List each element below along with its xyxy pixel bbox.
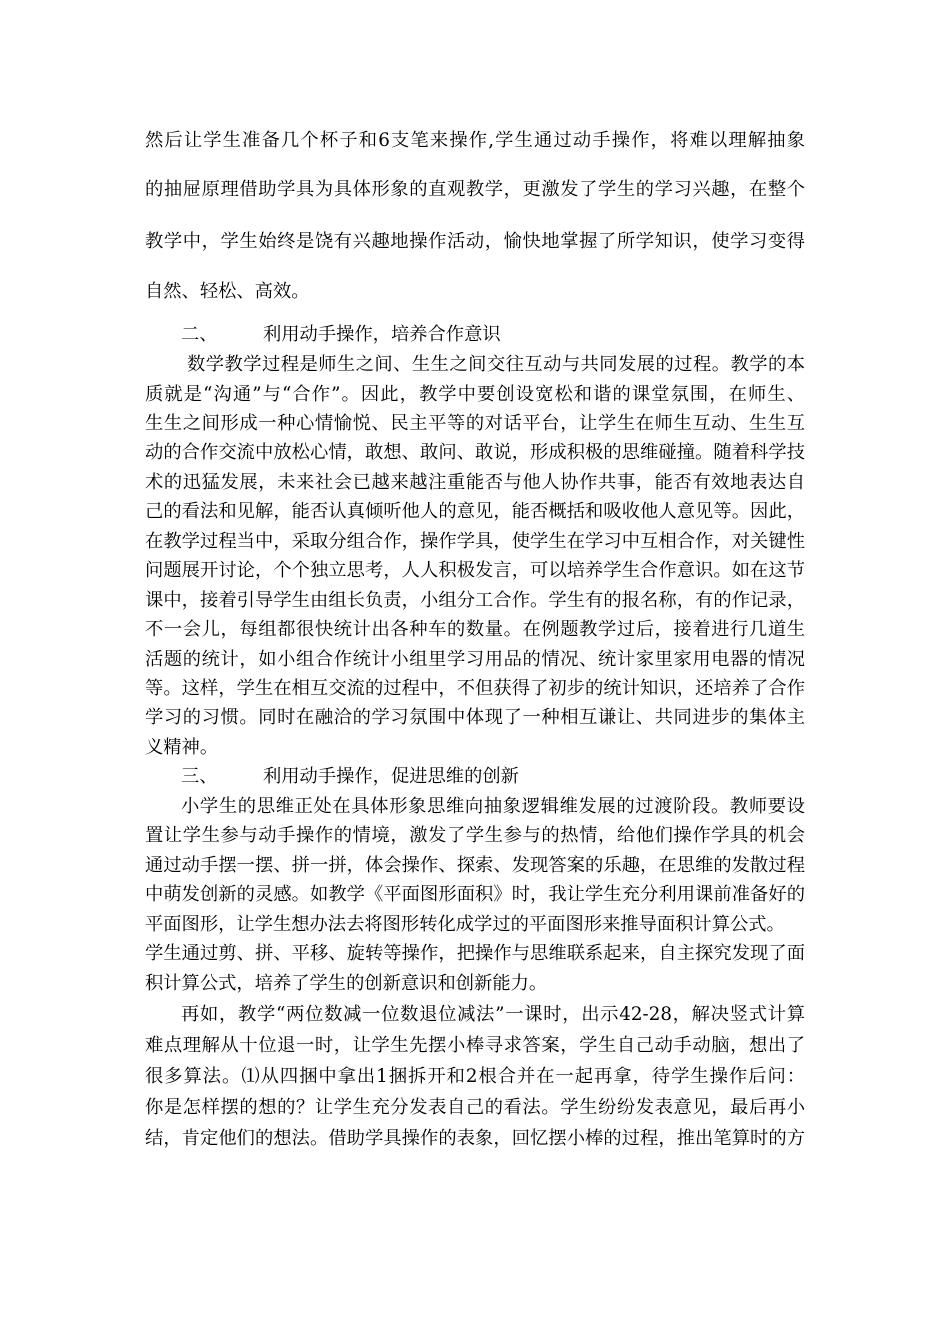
text-line: 结，肯定他们的想法。借助学具操作的表象，回忆摆小棒的过程，推出笔算时的方 [145, 1128, 805, 1149]
text-line: 在教学过程当中，采取分组合作，操作学具，使学生在学习中互相合作，对关键性 [145, 531, 805, 552]
text-line: 生生之间形成一种心情愉悦、民主平等的对话平台，让学生在师生互动、生生互 [145, 413, 805, 434]
section-heading-3 [181, 762, 801, 788]
text-line: 学习的习惯。同时在融洽的学习氛围中体现了一种相互谦让、共同进步的集体主 [145, 707, 805, 728]
text-line: 小学生的思维正处在具体形象思维向抽象逻辑维发展的过渡阶段。教师要设 [181, 796, 805, 817]
text-line: 义精神。 [145, 737, 219, 758]
text-line: 中萌发创新的灵感。如教学《平面图形面积》时，我让学生充分利用课前准备好的 [145, 884, 805, 905]
text-line: 问题展开讨论，个个独立思考，人人积极发言，可以培养学生合作意识。如在这节 [145, 560, 805, 581]
text-line: 等。这样，学生在相互交流的过程中，不但获得了初步的统计知识，还培养了合作 [145, 678, 805, 699]
text-line: 课中，接着引导学生由组长负责，小组分工合作。学生有的报名称，有的作记录， [145, 590, 805, 611]
text-line: 教学中，学生始终是饶有兴趣地操作活动，愉快地掌握了所学知识，使学习变得 [145, 231, 805, 252]
text-line: 数学教学过程是师生之间、生生之间交往互动与共同发展的过程。教学的本 [187, 354, 805, 375]
text-line: 的抽屉原理借助学具为具体形象的直观教学，更激发了学生的学习兴趣，在整个 [145, 179, 805, 200]
text-line: 质就是“沟通”与“合作”。因此，教学中要创设宽松和谐的课堂氛围，在师生、 [145, 384, 805, 405]
text-line: 己的看法和见解，能否认真倾听他人的意见，能否概括和吸收他人意见等。因此， [145, 501, 805, 522]
section-title: 利用动手操作，促进思维的创新 [263, 766, 519, 787]
text-line: 自然、轻松、高效。 [145, 281, 310, 302]
text-line: 很多算法。⑴从四捆中拿出1捆拆开和2根合并在一起再拿，待学生操作后问： [145, 1066, 805, 1087]
text-line: 不一会儿，每组都很快统计出各种车的数量。在例题教学过后，接着进行几道生 [145, 619, 805, 640]
text-line: 然后让学生准备几个杯子和6支笔来操作,学生通过动手操作，将难以理解抽象 [145, 130, 805, 151]
text-line: 学生通过剪、拼、平移、旋转等操作，把操作与思维联系起来，自主探究发现了面 [145, 943, 805, 964]
text-line: 平面图形，让学生想办法去将图形转化成学过的平面图形来推导面积计算公式。 [145, 914, 785, 935]
text-line: 难点理解从十位退一时，让学生先摆小棒寻求答案，学生自己动手动脑，想出了 [145, 1035, 805, 1056]
section-title: 利用动手操作，培养合作意识 [263, 324, 501, 345]
text-line: 你是怎样摆的想的？让学生充分发表自己的看法。学生纷纷发表意见，最后再小 [145, 1097, 805, 1118]
section-number: 三、 [181, 766, 218, 787]
text-line: 置让学生参与动手操作的情境，激发了学生参与的热情，给他们操作学具的机会 [145, 825, 805, 846]
text-line: 积计算公式，培养了学生的创新意识和创新能力。 [145, 973, 548, 994]
text-line: 动的合作交流中放松心情，敢想、敢问、敢说，形成积极的思维碰撞。随着科学技 [145, 442, 805, 463]
text-line: 通过动手摆一摆、拼一拼，体会操作、探索、发现答案的乐趣，在思维的发散过程 [145, 855, 805, 876]
text-line: 活题的统计，如小组合作统计小组里学习用品的情况、统计家里家用电器的情况 [145, 649, 805, 670]
text-line: 再如，教学“两位数减一位数退位减法”一课时，出示42-28，解决竖式计算 [181, 1004, 805, 1025]
section-heading-2 [181, 320, 801, 346]
section-number: 二、 [181, 324, 218, 345]
text-line: 术的迅猛发展，未来社会已越来越注重能否与他人协作共事，能否有效地表达自 [145, 472, 805, 493]
